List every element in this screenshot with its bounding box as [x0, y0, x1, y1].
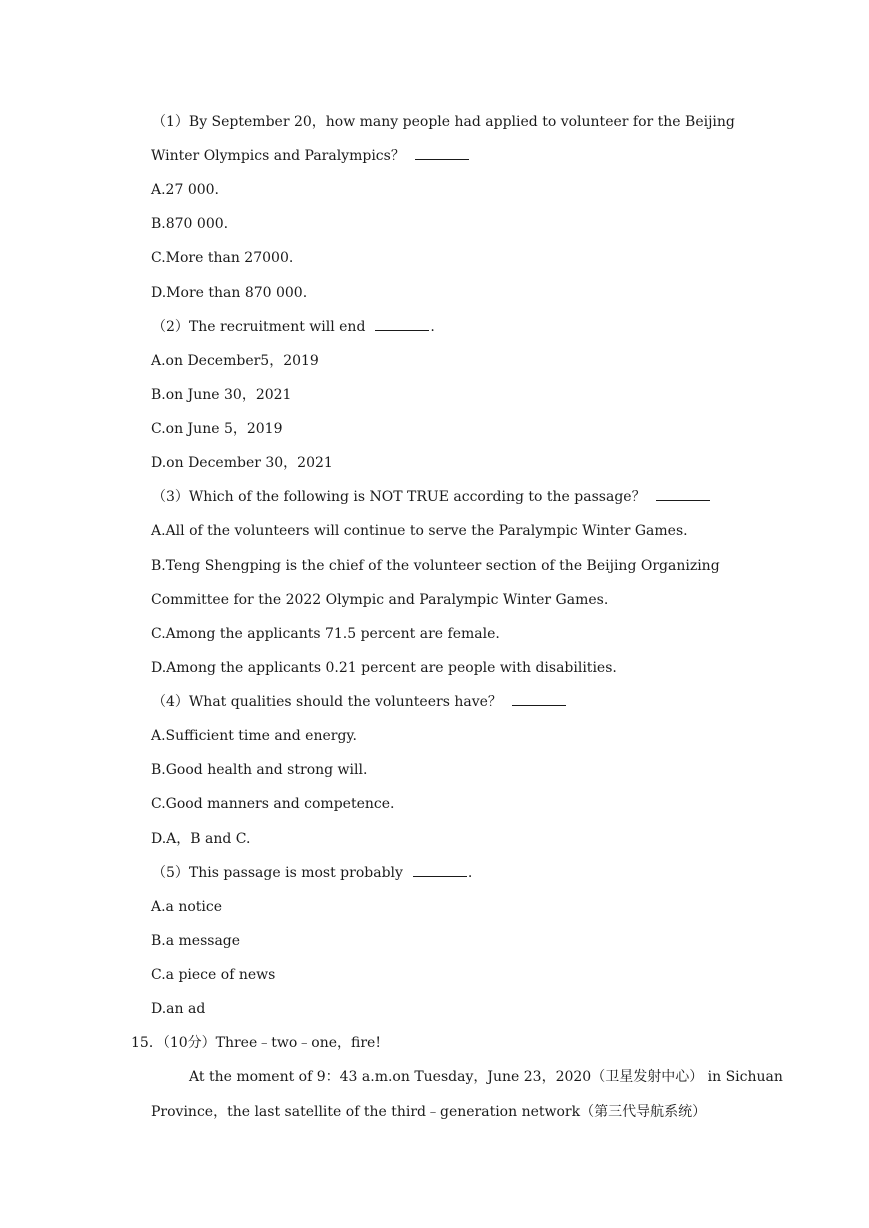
- question-3-option-c: C.Among the applicants 71.5 percent are female.: [151, 626, 500, 642]
- question-5-option-b: B.a message: [151, 933, 241, 949]
- section-15-paragraph-line-2: Province，the last satellite of the third﹣generation network（第三代导航系统）: [151, 1104, 707, 1120]
- question-4-option-c: C.Good manners and competence.: [151, 796, 395, 812]
- question-4-option-a: A.Sufficient time and energy.: [151, 728, 357, 744]
- question-2-option-c: C.on June 5，2019: [151, 421, 283, 437]
- section-15-paragraph-line-1: At the moment of 9：43 a.m.on Tuesday，June 23，2020（卫星发射中心） in Sichuan: [189, 1069, 783, 1085]
- question-5-option-c: C.a piece of news: [151, 967, 276, 983]
- answer-blank-2[interactable]: [375, 318, 429, 331]
- question-4-option-b: B.Good health and strong will.: [151, 762, 368, 778]
- question-1-option-b: B.870 000.: [151, 216, 229, 232]
- question-2-option-d: D.on December 30，2021: [151, 455, 333, 471]
- question-1-stem-cont: Winter Olympics and Paralympics？: [151, 147, 469, 165]
- question-1-option-a: A.27 000.: [151, 182, 219, 198]
- answer-blank-5[interactable]: [413, 864, 467, 877]
- answer-blank-3[interactable]: [656, 488, 710, 501]
- question-4-option-d: D.A，B and C.: [151, 831, 251, 847]
- question-2-option-b: B.on June 30，2021: [151, 387, 292, 403]
- question-3-option-d: D.Among the applicants 0.21 percent are people with disabilities.: [151, 660, 617, 676]
- question-4-stem: （4）What qualities should the volunteers have？: [152, 693, 566, 711]
- section-15-heading: 15．（10分）Three﹣two﹣one，fire!: [131, 1035, 381, 1051]
- question-3-option-b-cont: Committee for the 2022 Olympic and Paralympic Winter Games.: [151, 592, 609, 608]
- question-3-option-a: A.All of the volunteers will continue to serve the Paralympic Winter Games.: [151, 523, 688, 539]
- question-2-option-a: A.on December5，2019: [151, 353, 319, 369]
- question-1-stem: （1）By September 20，how many people had applied to volunteer for the Beijing: [152, 114, 735, 130]
- question-5-option-d: D.an ad: [151, 1001, 206, 1017]
- answer-blank-4[interactable]: [512, 693, 566, 706]
- answer-blank-1[interactable]: [415, 147, 469, 160]
- question-2-stem: （2）The recruitment will end .: [152, 319, 435, 335]
- question-3-option-b: B.Teng Shengping is the chief of the volunteer section of the Beijing Organizing: [151, 558, 720, 574]
- question-1-option-c: C.More than 27000.: [151, 250, 294, 266]
- question-5-option-a: A.a notice: [151, 899, 223, 915]
- question-3-stem: （3）Which of the following is NOT TRUE according to the passage？: [152, 488, 710, 506]
- question-5-stem: （5）This passage is most probably .: [152, 865, 473, 881]
- question-1-option-d: D.More than 870 000.: [151, 285, 308, 301]
